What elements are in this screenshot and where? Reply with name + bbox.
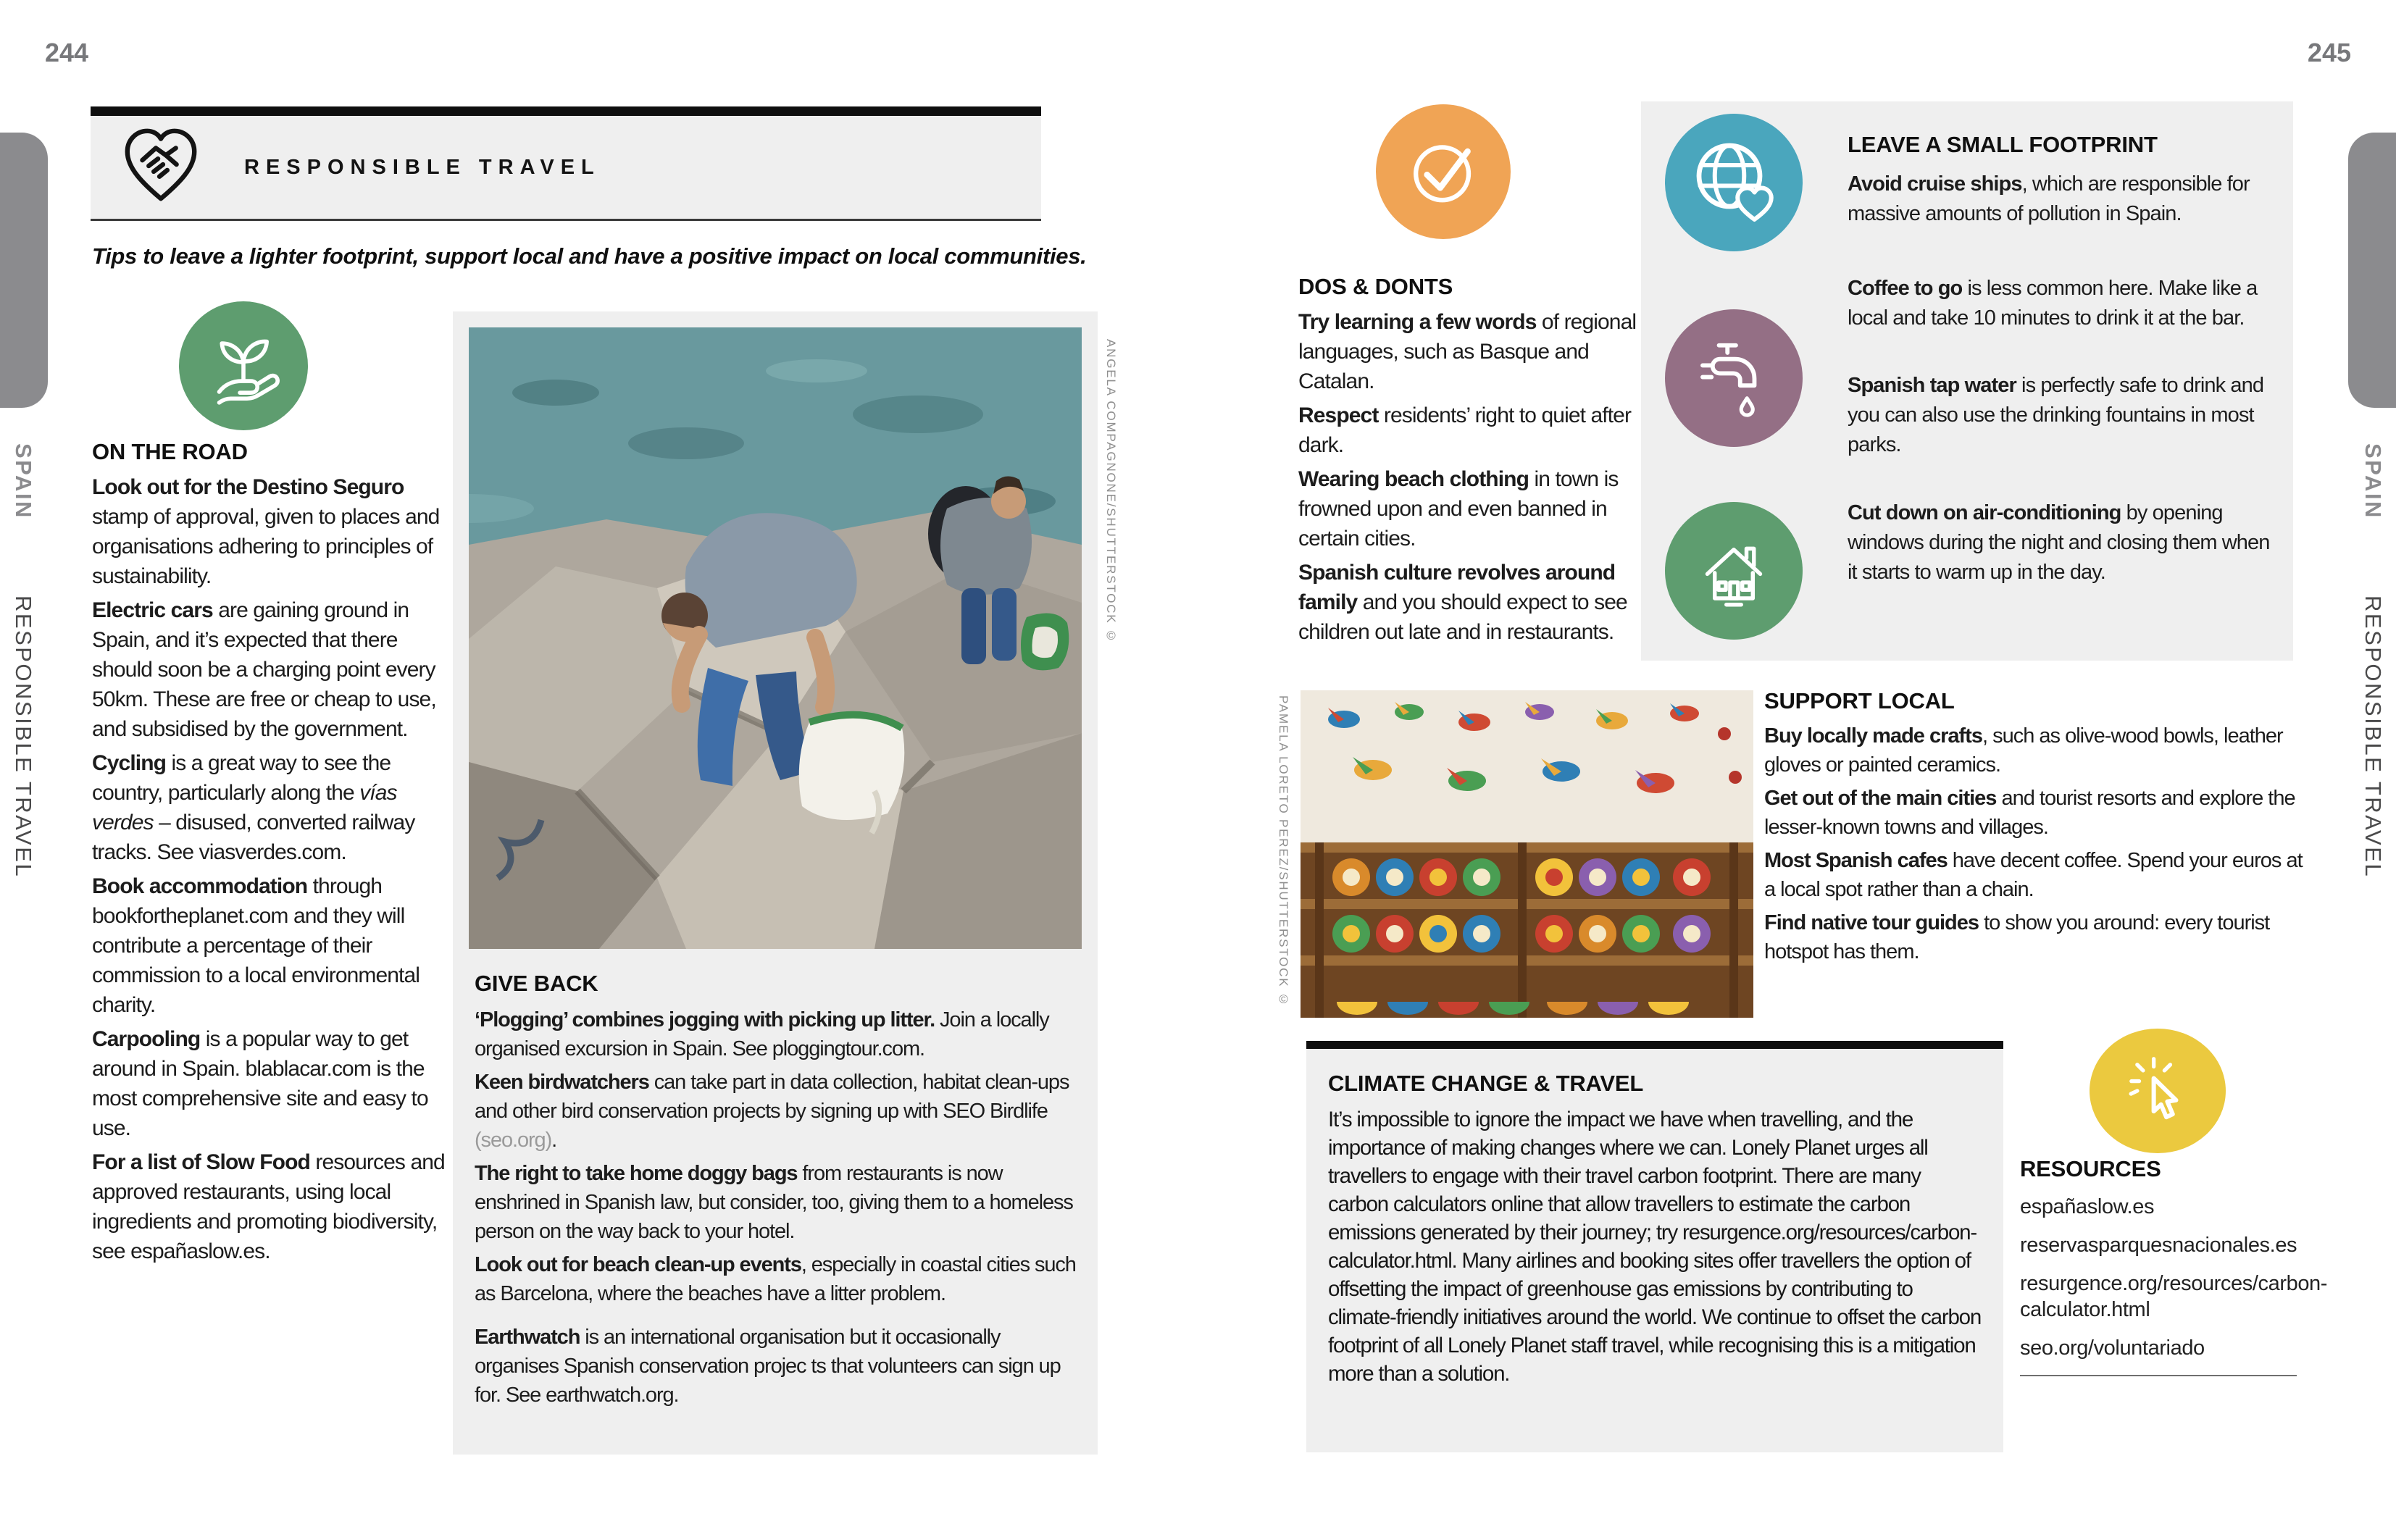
check-circle-icon — [1376, 104, 1511, 239]
resource-link: resurgence.org/resources/carbon-calculator.html — [2020, 1272, 2328, 1321]
paragraph: ‘Plogging’ combines jogging with picking up litter. Join a locally organised excursion in Spain. See ploggingtour.com. — [475, 1008, 1049, 1060]
paragraph: Spanish culture revolves around family and you should expect to see children out late and in restaurants. — [1298, 561, 1627, 644]
on-the-road-text — [92, 472, 453, 1266]
chapter-header — [91, 106, 1041, 221]
paragraph: Try learning a few words of regional languages, such as Basque and Catalan. — [1298, 310, 1637, 393]
handshake-heart-icon — [118, 123, 204, 212]
section-heading-footprint: LEAVE A SMALL FOOTPRINT — [1848, 132, 2158, 157]
climate-panel — [1306, 1041, 2003, 1452]
section-heading-climate: CLIMATE CHANGE & TRAVEL — [1328, 1071, 1644, 1096]
footprint-item — [1848, 498, 2275, 587]
paragraph: Buy locally made crafts, such as olive-wood bowls, leather gloves or painted ceramics. — [1764, 724, 2283, 777]
paragraph: Look out for beach clean-up events, especially in coastal cities such as Barcelona, where the beaches have a litter problem. — [475, 1253, 1076, 1305]
section-heading-give-back: GIVE BACK — [475, 971, 598, 996]
resource-link: españaslow.es — [2020, 1195, 2155, 1218]
globe-heart-icon — [1665, 114, 1803, 251]
chapter-tagline: Tips to leave a lighter footprint, support local and have a positive impact on local communities. — [92, 243, 1087, 269]
paragraph: Electric cars are gaining ground in Spain, and it’s expected that there should soon be a charging point every 50km. These are free or cheap to use, and subsidised by the government. — [92, 598, 436, 741]
paragraph: Get out of the main cities and tourist resorts and explore the lesser-known towns and villages. — [1764, 787, 2295, 839]
section-heading-dos-donts: DOS & DONTS — [1298, 274, 1453, 299]
faucet-drop-icon — [1665, 309, 1803, 447]
paragraph: Book accommodation through bookfortheplanet.com and they will contribute a percentage of their commission to a local environmental charity. — [92, 874, 420, 1017]
photo-beach-cleanup — [469, 327, 1082, 949]
sidebar-country-left: SPAIN — [11, 443, 36, 519]
photo-credit-ceramics: PAMELA LORETO PEREZ/SHUTTERSTOCK © — [1277, 695, 1290, 1008]
house-icon — [1665, 502, 1803, 640]
paragraph: Earthwatch is an international organisation but it occasionally organises Spanish conservation projec ts that volunteers can sign up for. See earthwatch.org. — [475, 1326, 1061, 1407]
paragraph: For a list of Slow Food resources and approved restaurants, using local ingredients and promoting biodiversity, see españaslow.es. — [92, 1150, 445, 1263]
resource-link: seo.org/voluntariado — [2020, 1336, 2205, 1360]
paragraph: The right to take home doggy bags from restaurants is now enshrined in Spanish law, but consider, too, giving them to a homeless person on the way back to your hotel. — [475, 1162, 1073, 1243]
section-heading-support-local: SUPPORT LOCAL — [1764, 688, 1955, 713]
footprint-panel — [1641, 101, 2293, 661]
resources-links — [2020, 1194, 2328, 1373]
resources-divider — [2020, 1375, 2297, 1376]
side-tab-right — [2348, 133, 2396, 408]
paragraph: Cut down on air-conditioning by opening windows during the night and closing them when it starts to warm up in the day. — [1848, 501, 2270, 584]
section-heading-on-the-road: ON THE ROAD — [92, 439, 248, 464]
sprout-hand-icon — [179, 301, 308, 430]
photo-ceramics-shop — [1301, 690, 1753, 1018]
paragraph: Spanish tap water is perfectly safe to drink and you can also use the drinking fountains in most parks. — [1848, 374, 2264, 456]
sidebar-section-left: RESPONSIBLE TRAVEL — [11, 595, 36, 879]
page-number-right: 245 — [2307, 38, 2351, 67]
page-number-left: 244 — [45, 38, 89, 67]
support-local-text — [1764, 721, 2311, 966]
paragraph: Most Spanish cafes have decent coffee. Spend your euros at a local spot rather than a chain. — [1764, 849, 2303, 901]
paragraph: Look out for the Destino Seguro stamp of approval, given to places and organisations adhering to principles of sustainability. — [92, 475, 440, 588]
section-heading-resources: RESOURCES — [2020, 1156, 2161, 1181]
paragraph: Keen birdwatchers can take part in data collection, habitat clean-ups and other bird conservation projects by signing up with SEO Birdlife (seo.org). — [475, 1071, 1069, 1152]
paragraph: Wearing beach clothing in town is frowned upon and even banned in certain cities. — [1298, 467, 1619, 551]
chapter-title: RESPONSIBLE TRAVEL — [244, 155, 601, 179]
resource-link: reservasparquesnacionales.es — [2020, 1234, 2297, 1257]
footprint-item — [1848, 274, 2275, 333]
paragraph: Find native tour guides to show you around: every tourist hotspot has them. — [1764, 911, 2270, 963]
footprint-item — [1848, 170, 2275, 229]
paragraph: Avoid cruise ships, which are responsible for massive amounts of pollution in Spain. — [1848, 172, 2250, 225]
paragraph: Cycling is a great way to see the country, particularly along the vías verdes – disused, converted railway tracks. See viasverdes.com. — [92, 751, 415, 864]
cursor-click-icon — [2090, 1029, 2226, 1153]
climate-body: It’s impossible to ignore the impact we have when travelling, and the importance of making changes where we can. Lonely Planet urges all travellers to engage with their travel carbon footprint. There are many carbon calculators online that allow travellers to estimate the carbon emissions generated by their journey; try resurgence.org/resources/carbon-calculator.html. Many airlines and booking sites offer travellers the option of offsetting the impact of greenhouse gas emissions by contributing to climate-friendly initiatives around the world. We continue to offset the carbon footprint of all Lonely Planet staff travel, while recognising this is a mitigation more than a solution. — [1328, 1108, 1982, 1386]
paragraph: Coffee to go is less common here. Make like a local and take 10 minutes to drink it at the bar. — [1848, 277, 2258, 330]
dos-donts-text — [1298, 307, 1640, 647]
paragraph: Respect residents’ right to quiet after dark. — [1298, 403, 1632, 457]
photo-credit-cleanup: ANGELA COMPAGNONE/SHUTTERSTOCK © — [1104, 339, 1118, 644]
sidebar-country-right: SPAIN — [2360, 443, 2386, 519]
sidebar-section-right: RESPONSIBLE TRAVEL — [2360, 595, 2386, 879]
footprint-item — [1848, 371, 2275, 460]
paragraph: Carpooling is a popular way to get around in Spain. blablacar.com is the most comprehensive site and easy to use. — [92, 1027, 428, 1140]
side-tab-left — [0, 133, 48, 408]
give-back-text — [475, 1005, 1079, 1410]
